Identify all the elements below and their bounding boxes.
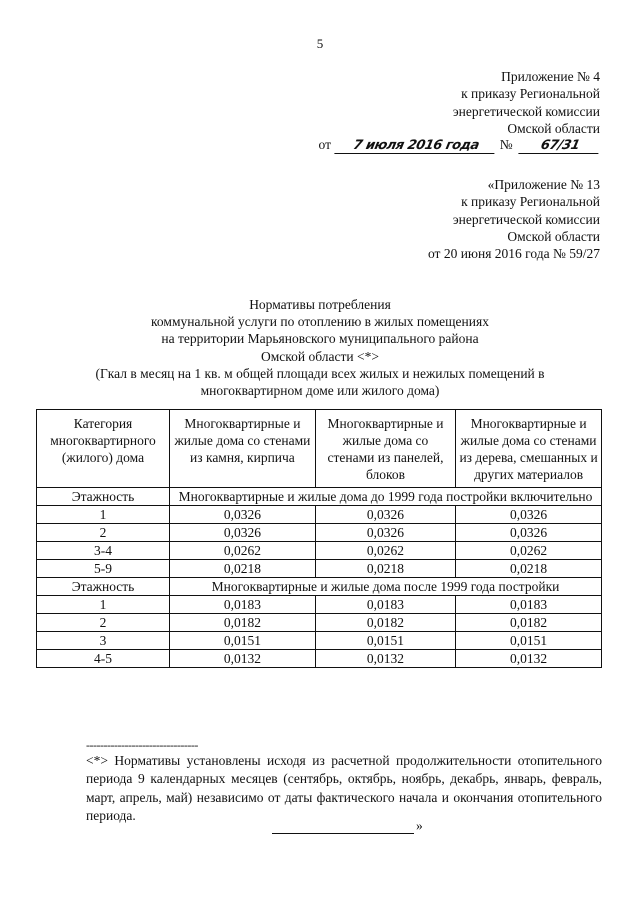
section-title: Многоквартирные и жилые дома до 1999 года постройки включительно (170, 488, 602, 506)
closing-quote: » (416, 818, 423, 833)
closing-underline (272, 819, 414, 834)
table-row (37, 506, 602, 524)
cell-value: 0,0218 (315, 560, 455, 578)
cell-value: 0,0326 (456, 524, 602, 542)
approval-line: к приказу Региональной (461, 194, 600, 210)
cell-value: 0,0218 (456, 560, 602, 578)
approval-block-appendix-4 (453, 68, 600, 137)
handwritten-order-number: 67/31 (518, 138, 601, 154)
cell-value: 0,0326 (315, 506, 455, 524)
cell-floors: 2 (37, 524, 170, 542)
table-row (37, 614, 602, 632)
cell-value: 0,0183 (170, 596, 316, 614)
cell-value: 0,0326 (456, 506, 602, 524)
approval-line: «Приложение № 13 (487, 177, 600, 192)
section-header-row (37, 578, 602, 596)
approval-line: от 20 июня 2016 года № 59/27 (427, 246, 600, 262)
table-row (37, 596, 602, 614)
section-title: Многоквартирные и жилые дома после 1999 года постройки (170, 578, 602, 596)
cell-value: 0,0326 (315, 524, 455, 542)
table-row (37, 650, 602, 668)
title-line: на территории Марьяновского муниципального района (161, 331, 479, 347)
header-category: Категория многоквартирного (жилого) дома (37, 410, 170, 488)
header-wood-mixed: Многоквартирные и жилые дома со стенами из дерева, смешанных и других материалов (456, 410, 602, 488)
cell-value: 0,0132 (315, 650, 455, 668)
header-stone-brick: Многоквартирные и жилые дома со стенами из камня, кирпича (170, 410, 316, 488)
page-number: 5 (316, 36, 324, 51)
cell-value: 0,0151 (456, 632, 602, 650)
section-header-row (37, 488, 602, 506)
cell-value: 0,0326 (170, 506, 316, 524)
cell-value: 0,0132 (170, 650, 316, 668)
table-row (37, 632, 602, 650)
cell-value: 0,0326 (170, 524, 316, 542)
table-row (37, 560, 602, 578)
norms-table (36, 409, 602, 668)
cell-value: 0,0132 (456, 650, 602, 668)
approval-line: энергетической комиссии (452, 211, 600, 227)
order-prefix: от (318, 137, 331, 152)
cell-value: 0,0218 (170, 560, 316, 578)
cell-value: 0,0151 (315, 632, 455, 650)
cell-value: 0,0182 (170, 614, 316, 632)
section-label: Этажность (37, 578, 170, 596)
header-panels-blocks: Многоквартирные и жилые дома со стенами из панелей, блоков (315, 410, 455, 488)
closing-line (272, 818, 423, 834)
title-line: Омской области <*> (261, 348, 379, 364)
approval-line: энергетической комиссии (452, 103, 600, 119)
cell-value: 0,0183 (315, 596, 455, 614)
cell-floors: 1 (37, 596, 170, 614)
cell-value: 0,0182 (315, 614, 455, 632)
document-title (40, 296, 600, 399)
cell-floors: 3 (37, 632, 170, 650)
title-line: многоквартирном доме или жилого дома) (200, 383, 440, 399)
table-row (37, 542, 602, 560)
footnote-separator: -------------------------------- (86, 738, 198, 752)
approval-block-appendix-13 (428, 176, 600, 262)
cell-value: 0,0262 (315, 542, 455, 560)
cell-value: 0,0183 (456, 596, 602, 614)
title-line: Нормативы потребления (249, 297, 391, 312)
cell-floors: 1 (37, 506, 170, 524)
cell-value: 0,0262 (456, 542, 602, 560)
cell-value: 0,0151 (170, 632, 316, 650)
order-date-line (319, 137, 601, 154)
title-line: коммунальной услуги по отоплению в жилых помещениях (151, 314, 489, 330)
table-header-row (37, 410, 602, 488)
cell-floors: 3-4 (37, 542, 170, 560)
order-number-label: № (499, 137, 513, 152)
section-label: Этажность (37, 488, 170, 506)
cell-value: 0,0262 (170, 542, 316, 560)
cell-floors: 2 (37, 614, 170, 632)
approval-line: к приказу Региональной (461, 86, 600, 102)
cell-floors: 5-9 (37, 560, 170, 578)
approval-line: Приложение № 4 (501, 69, 600, 84)
cell-value: 0,0182 (456, 614, 602, 632)
cell-floors: 4-5 (37, 650, 170, 668)
footnote-text: <*> Нормативы установлены исходя из расчетной продолжительности отопительного периода 9 календарных месяцев (сентябрь, октябрь, ноябрь, декабрь, январь, февраль, март, апрель, май) независимо от даты фактического начала и окончания отопительного периода. (86, 753, 602, 823)
approval-line: Омской области (507, 228, 600, 244)
handwritten-order-date: 7 июля 2016 года (335, 138, 498, 154)
title-line: (Гкал в месяц на 1 кв. м общей площади всех жилых и нежилых помещений в (95, 365, 545, 381)
table-row (37, 524, 602, 542)
approval-line: Омской области (507, 120, 600, 136)
